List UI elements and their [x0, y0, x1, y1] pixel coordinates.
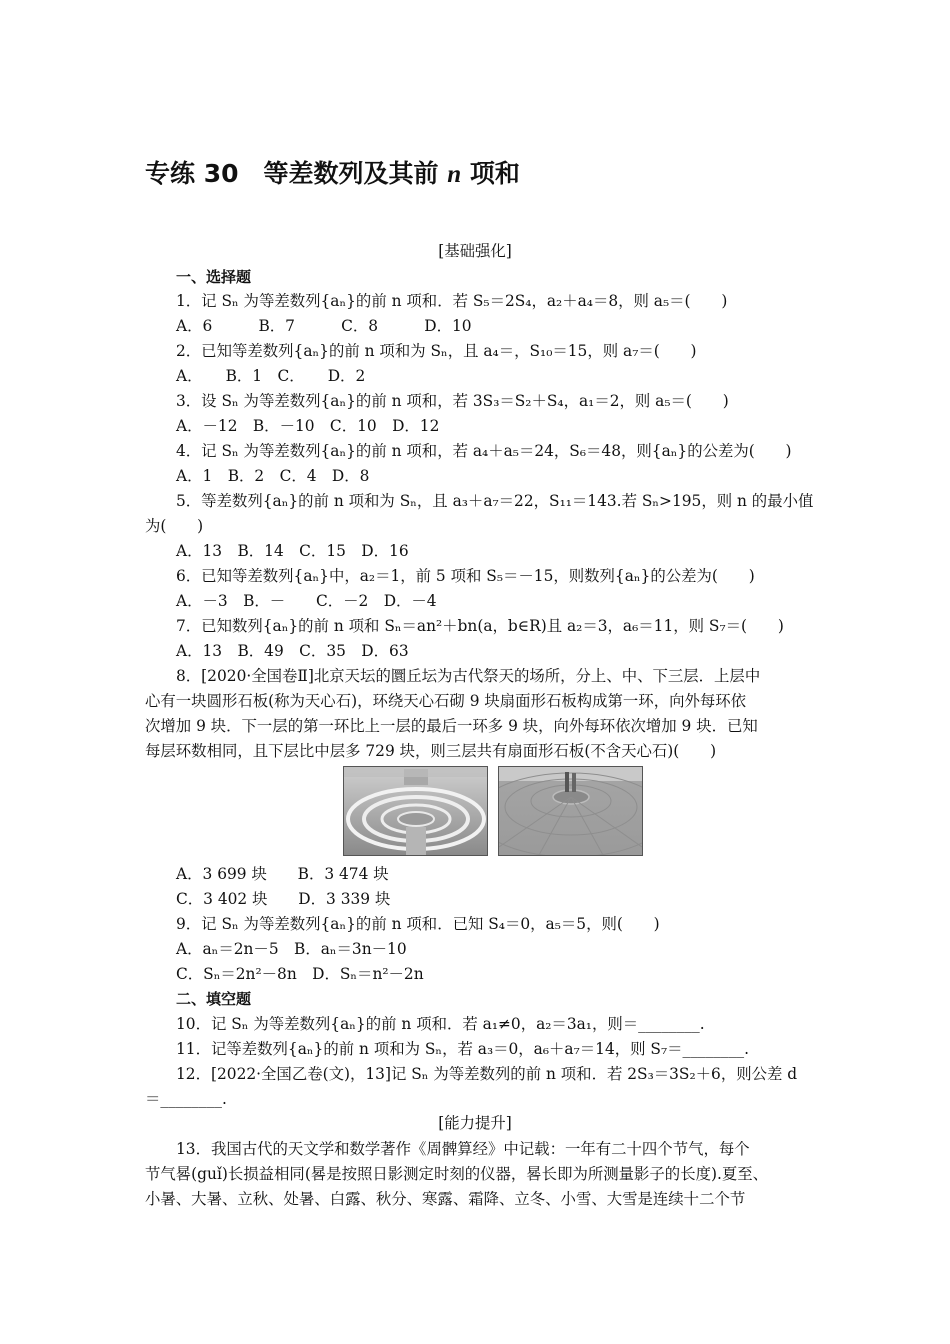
section-basic: [基础强化] — [438, 242, 512, 260]
q4-options: A．1 B．2 C．4 D．8 — [176, 467, 370, 485]
altar-photo-rings — [343, 766, 488, 856]
q8-options-2: C．3 402 块 D．3 339 块 — [176, 890, 391, 908]
q8-cont-2: 次增加 9 块．下一层的第一环比上一层的最后一环多 9 块，向外每环依次增加 9 块．已知 — [145, 717, 758, 735]
part-choice-heading: 一、选择题 — [176, 268, 252, 286]
q3: 3．设 Sₙ 为等差数列{aₙ}的前 n 项和，若 3S₃＝S₂＋S₄，a₁＝2，则 a₅＝( ) — [176, 392, 729, 410]
q13-cont-2: 小暑、大暑、立秋、处暑、白露、秋分、寒露、霜降、立冬、小雪、大雪是连续十二个节 — [145, 1190, 746, 1208]
altar-photo-center-stone — [498, 766, 643, 856]
q7: 7．已知数列{aₙ}的前 n 项和 Sₙ＝an²＋bn(a，b∈R)且 a₂＝3，a₆＝11，则 S₇＝( ) — [176, 617, 784, 635]
q5-options: A．13 B．14 C．15 D．16 — [176, 542, 409, 560]
q8-cont-1: 心有一块圆形石板(称为天心石)，环绕天心石砌 9 块扇面形石板构成第一环，向外每环依 — [145, 692, 747, 710]
q8-cont-3: 每层环数相同，且下层比中层多 729 块，则三层共有扇面形石板(不含天心石)( ) — [145, 742, 717, 760]
q2: 2．已知等差数列{aₙ}的前 n 项和为 Sₙ，且 a₄＝，S₁₀＝15，则 a₇＝( ) — [176, 342, 697, 360]
q8: 8．[2020·全国卷Ⅱ]北京天坛的圜丘坛为古代祭天的场所，分上、中、下三层．上层中 — [176, 667, 761, 685]
page-title: 专练 30 等差数列及其前 n 项和 — [145, 159, 520, 188]
section-advanced: [能力提升] — [438, 1114, 512, 1132]
q12-cont: ＝________. — [145, 1090, 227, 1108]
q9-options-1: A．aₙ＝2n－5 B．aₙ＝3n－10 — [176, 940, 407, 958]
part-fill-heading: 二、填空题 — [176, 990, 252, 1008]
q2-options: A． B．1 C． D．2 — [176, 367, 366, 385]
q3-options: A．－12 B．－10 C．10 D．12 — [176, 417, 440, 435]
q11: 11．记等差数列{aₙ}的前 n 项和为 Sₙ，若 a₃＝0，a₆＋a₇＝14，则 S₇＝________. — [176, 1040, 749, 1058]
q5-cont: 为( ) — [145, 517, 204, 535]
q5: 5．等差数列{aₙ}的前 n 项和为 Sₙ，且 a₃＋a₇＝22，S₁₁＝143.若 Sₙ>195，则 n 的最小值 — [176, 492, 814, 510]
q1: 1．记 Sₙ 为等差数列{aₙ}的前 n 项和．若 S₅＝2S₄，a₂＋a₄＝8，则 a₅＝( ) — [176, 292, 728, 310]
q12: 12．[2022·全国乙卷(文)，13]记 Sₙ 为等差数列的前 n 项和．若 2S₃＝3S₂＋6，则公差 d — [176, 1065, 798, 1083]
q6-options: A．－3 B．－ C．－2 D．－4 — [176, 592, 437, 610]
q9: 9．记 Sₙ 为等差数列{aₙ}的前 n 项和．已知 S₄＝0，a₅＝5，则( ) — [176, 915, 660, 933]
q8-options-1: A．3 699 块 B．3 474 块 — [176, 865, 389, 883]
q6: 6．已知等差数列{aₙ}中，a₂＝1，前 5 项和 S₅＝－15，则数列{aₙ}的公差为( ) — [176, 567, 755, 585]
q13-cont-1: 节气晷(guǐ)长损益相同(晷是按照日影测定时刻的仪器，晷长即为所测量影子的长度).夏至、 — [145, 1165, 769, 1183]
q1-options: A．6 B．7 C．8 D．10 — [176, 317, 472, 335]
q10: 10．记 Sₙ 为等差数列{aₙ}的前 n 项和．若 a₁≠0，a₂＝3a₁，则＝________. — [176, 1015, 705, 1033]
q7-options: A．13 B．49 C．35 D．63 — [176, 642, 409, 660]
q9-options-2: C．Sₙ＝2n²－8n D．Sₙ＝n²－2n — [176, 965, 424, 983]
q4: 4．记 Sₙ 为等差数列{aₙ}的前 n 项和，若 a₄＋a₅＝24，S₆＝48，则{aₙ}的公差为( ) — [176, 442, 792, 460]
q13: 13．我国古代的天文学和数学著作《周髀算经》中记载：一年有二十四个节气，每个 — [176, 1140, 750, 1158]
